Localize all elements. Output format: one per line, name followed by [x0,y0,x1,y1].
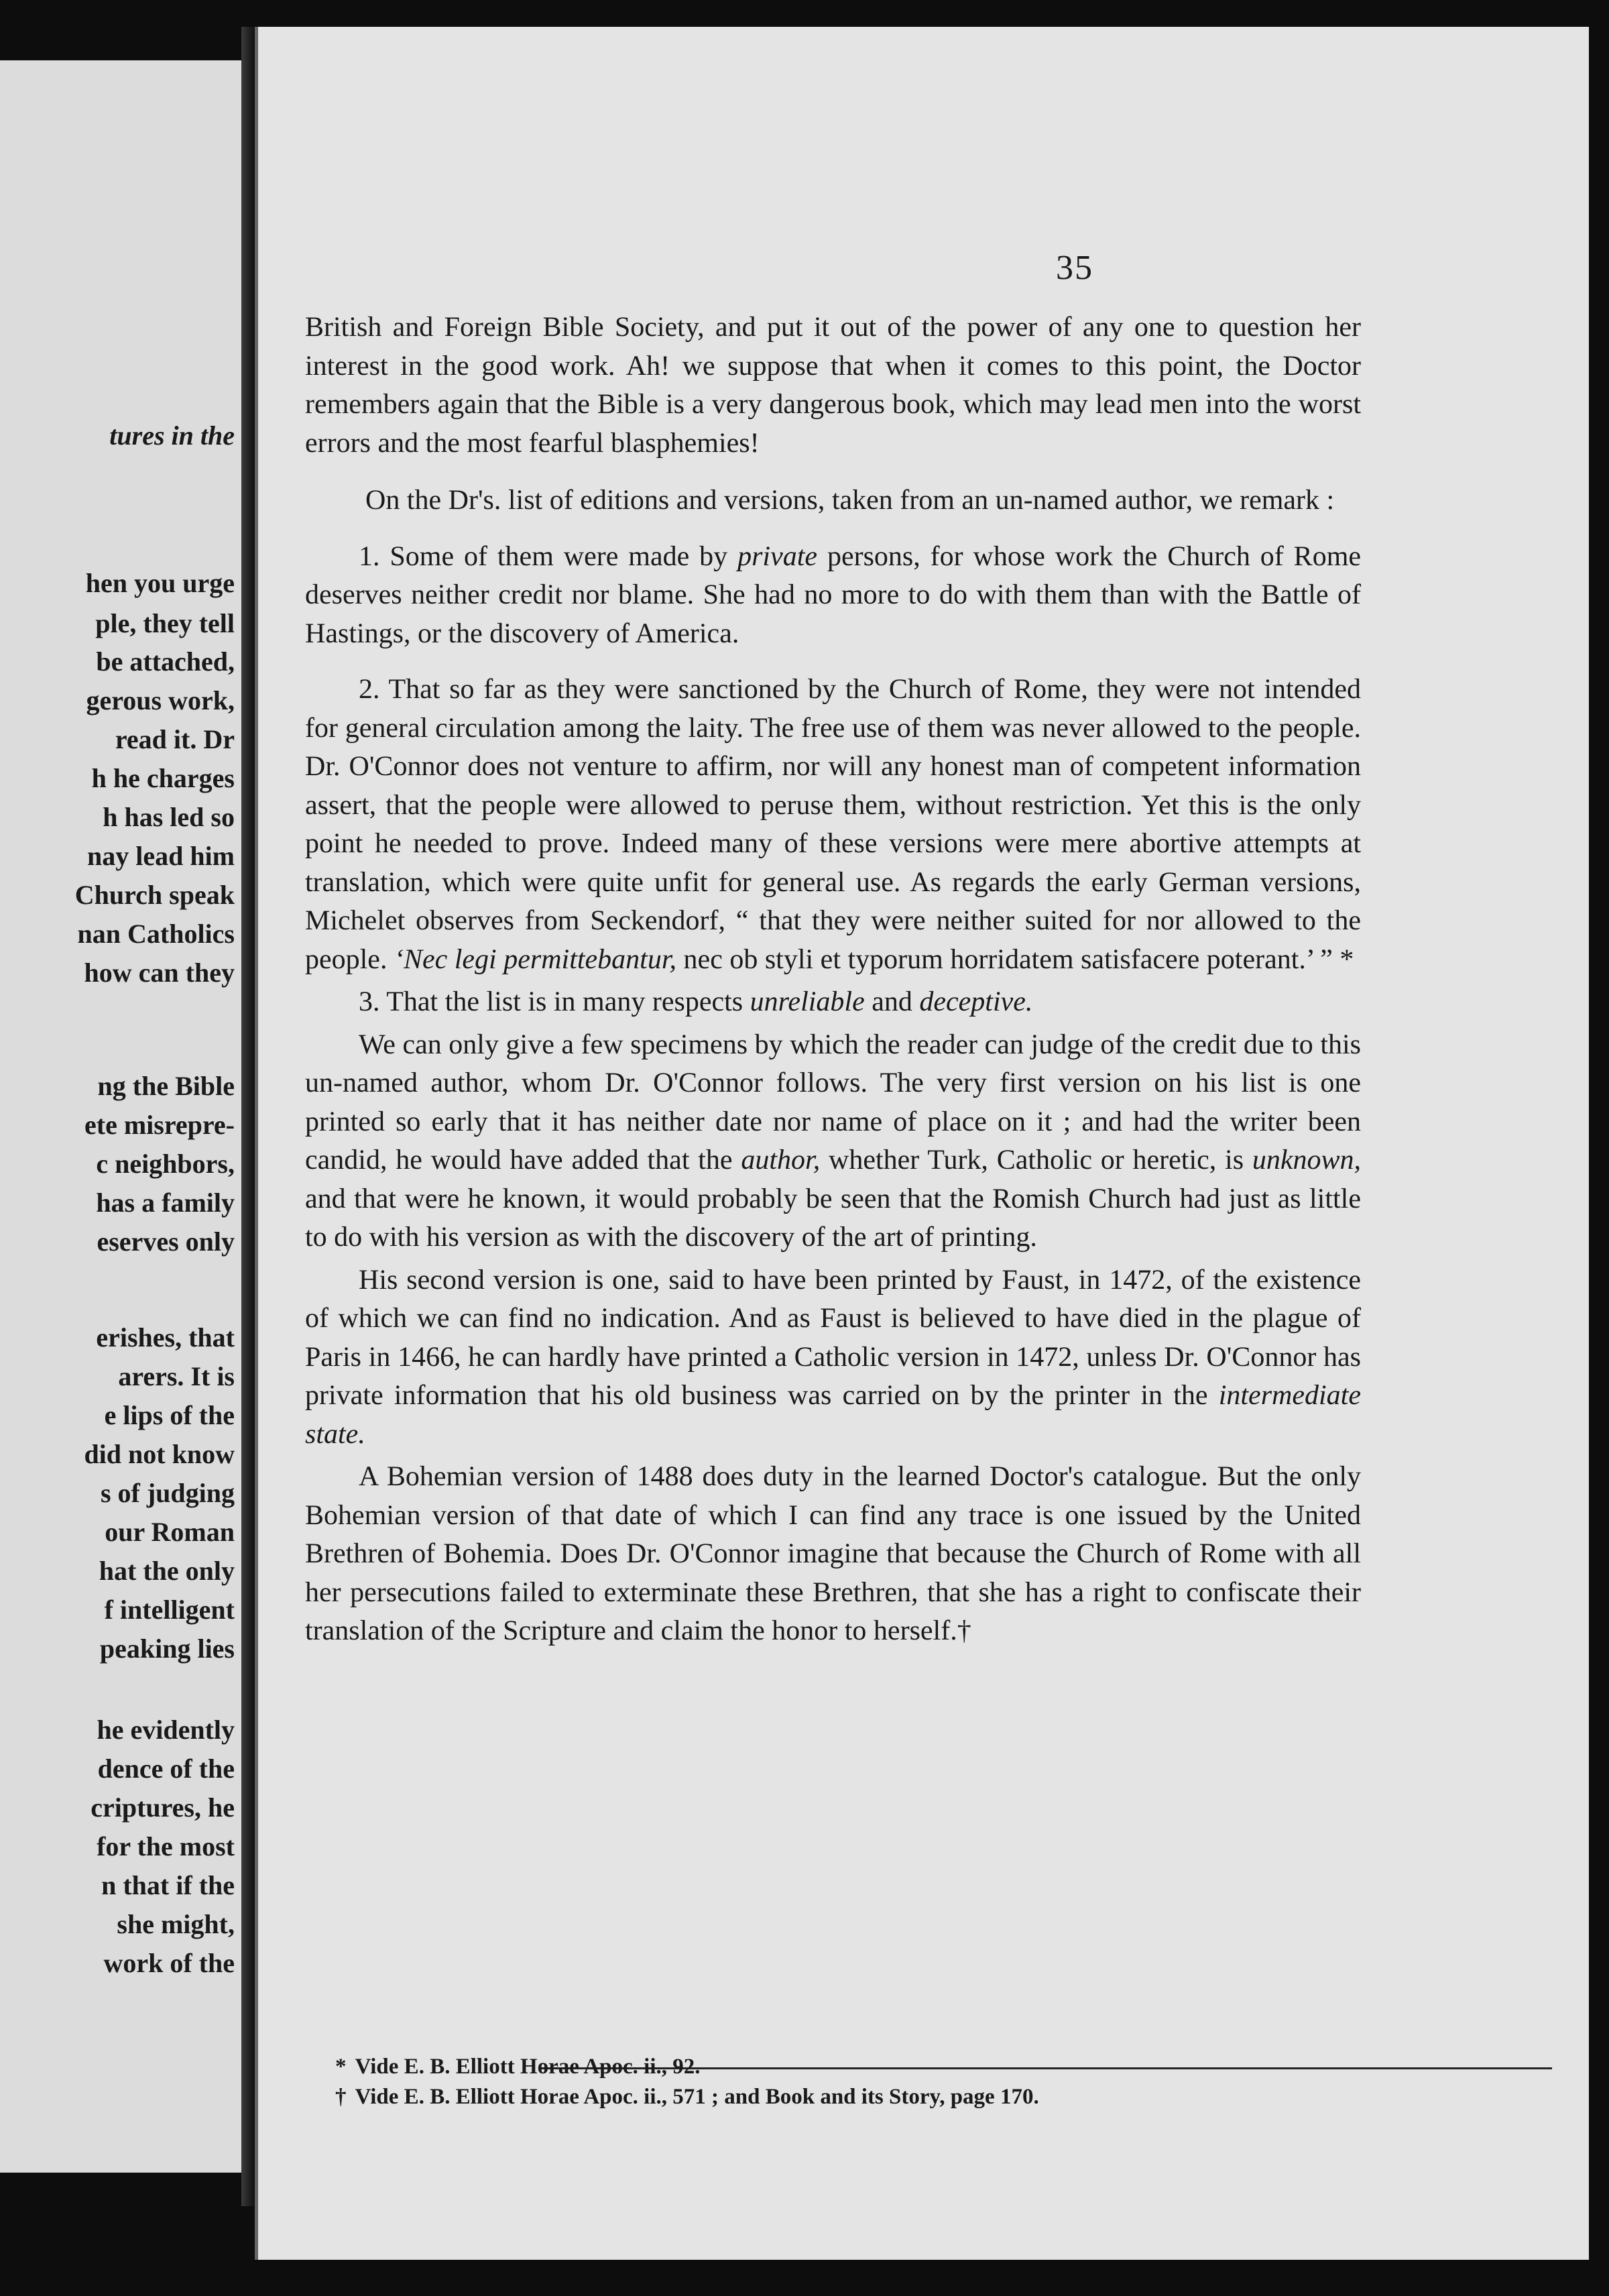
paragraph-6-text-c: and that were he known, it would probably be seen that the Romish Church had just as little to do with his version as with the discovery of the art of printing. [305,1183,1361,1253]
paragraph-8: A Bohemian version of 1488 does duty in the learned Doctor's catalogue. But the only Bohemian version of that date of which I can find any trace is one issued by the United Brethren of Bohemia. Does Dr. O'Connor imagine that because the Church of Rome with all her persecutions failed to exterminate these Brethren, that she has a right to confiscate their translation of the Scripture and claim the honor to herself.† [305,1461,1361,1646]
left-page-line: gerous work, [86,685,235,715]
paragraph-7 [305,1261,1361,1454]
footnote-1-mark: * [335,2055,347,2079]
left-page-line: ple, they tell [95,608,235,638]
left-page-line: she might, [117,1909,235,1939]
paragraph-5-text-a: 3. That the list is in many respects [359,986,750,1017]
scan-edge [1589,0,1609,2296]
footnote-2 [335,2082,1341,2112]
left-page-line: n that if the [101,1870,235,1900]
left-page-line: our Roman [105,1517,235,1547]
left-page-line: has a family [96,1188,235,1218]
left-page-line: arers. It is [118,1361,235,1391]
footnote-2-text: Vide E. B. Elliott Horae Apoc. ii., 571 ; and Book and its Story, page 170. [355,2085,1039,2109]
left-page-line: hen you urge [85,568,235,598]
paragraph-4-text-b: nec ob styli et typorum horridatem satisfacere poterant.’ ” * [676,943,1354,975]
footnote-2-mark: † [335,2085,347,2109]
body-text [305,308,1361,1651]
paragraph-3-emphasis: private [737,540,818,572]
page-number: 35 [1056,249,1093,287]
paragraph-6-text-b: whether Turk, Catholic or heretic, is [820,1145,1252,1175]
left-page-line: s of judging [100,1478,235,1508]
paragraph-7-text: His second version is one, said to have been printed by Faust, in 1472, of the existence of which we can find no indication. And as Faust is believed to have died in the plague of Paris in 1466, he can hardly have printed a Catholic version in 1472, unless Dr. O'Connor has private information that his old business was carried on by the printer in the [305,1264,1361,1411]
left-page-line: how can they [84,958,235,988]
left-page-line: ete misrepre- [84,1110,235,1140]
left-page-line: h he charges [91,763,235,793]
left-page-line: Church speak [74,880,235,910]
paragraph-4-latin: ‘Nec legi permittebantur, [394,943,677,975]
footnote-1 [335,2052,1341,2082]
left-page-line: be attached, [96,646,235,677]
paragraph-6-emphasis-b: unknown, [1252,1145,1362,1175]
left-page-line: work of the [103,1948,235,1978]
page [255,27,1592,2260]
footnotes [335,2052,1341,2112]
left-page-line: he evidently [97,1715,235,1745]
paragraph-5 [305,983,1361,1022]
left-page-line: dence of the [97,1754,235,1784]
paragraph-5-text-b: and [864,986,920,1017]
paragraph-6 [305,1026,1361,1257]
left-page-line: did not know [84,1439,235,1469]
paragraph-5-emphasis-a: unreliable [750,986,865,1017]
paragraph-7-emphasis: intermediate state. [305,1380,1361,1450]
paragraph-2: On the Dr's. list of editions and versions, taken from an un-named author, we remark : [365,485,1335,516]
left-page-line: peaking lies [99,1633,235,1664]
left-page-line: eserves only [97,1226,235,1257]
left-page-line: for the most [97,1831,235,1861]
facing-page-left [0,60,245,2173]
left-page-line: read it. Dr [115,724,235,754]
left-page-line: criptures, he [91,1792,235,1823]
left-page-line: c neighbors, [96,1149,235,1179]
left-page-line: nan Catholics [77,919,235,949]
paragraph-5-emphasis-b: deceptive. [919,986,1033,1017]
paragraph-3-text-a: 1. Some of them were made by [359,540,738,572]
paragraph-6-emphasis-a: author, [741,1145,821,1175]
paragraph-1: British and Foreign Bible Society, and put it out of the power of any one to question her interest in the good work. Ah! we suppose that when it comes to this point, the Doctor remembers again that the Bible is a very dangerous book, which may lead men into the worst errors and the most fearful blasphemies! [305,312,1361,459]
left-page-line: nay lead him [86,841,235,871]
footnote-1-text: Vide E. B. Elliott Horae Apoc. ii., 92. [355,2055,701,2079]
left-page-line: erishes, that [96,1322,235,1353]
paragraph-4-text: 2. That so far as they were sanctioned by the Church of Rome, they were not intended for general circulation among the laity. The free use of them was never allowed to the people. Dr. O'Connor does not venture to affirm, nor will any honest man of competent information assert, that the people were allowed to peruse them, without restriction. Yet this is the only point he needed to prove. Indeed many of these versions were mere abortive attempts at translation, which were quite unfit for general use. As regards the early German versions, Michelet observes from Seckendorf, “ that they were neither suited for nor allowed to the people. [305,674,1361,975]
left-page-line: tures in the [109,420,235,451]
left-page-line: ng the Bible [97,1071,235,1101]
page-gutter [241,27,255,2206]
left-page-line: e lips of the [104,1400,235,1430]
left-page-line: f intelligent [104,1595,235,1625]
left-page-line: h has led so [103,802,235,832]
paragraph-3-text-b: persons, for whose work the Church of Rome deserves neither credit nor blame. She had no more to do with them than with the Battle of Hastings, or the discovery of America. [305,540,1362,649]
left-page-line: hat the only [99,1556,235,1586]
paragraph-6-text-a: We can only give a few specimens by which the reader can judge of the credit due to this un-named author, whom Dr. O'Connor follows. The very first version on his list is one printed so early that it has neither date nor name of place on it ; and had the writer been candid, he would have added that the [305,1029,1361,1175]
paragraph-4 [305,671,1361,979]
paragraph-3 [305,538,1361,654]
